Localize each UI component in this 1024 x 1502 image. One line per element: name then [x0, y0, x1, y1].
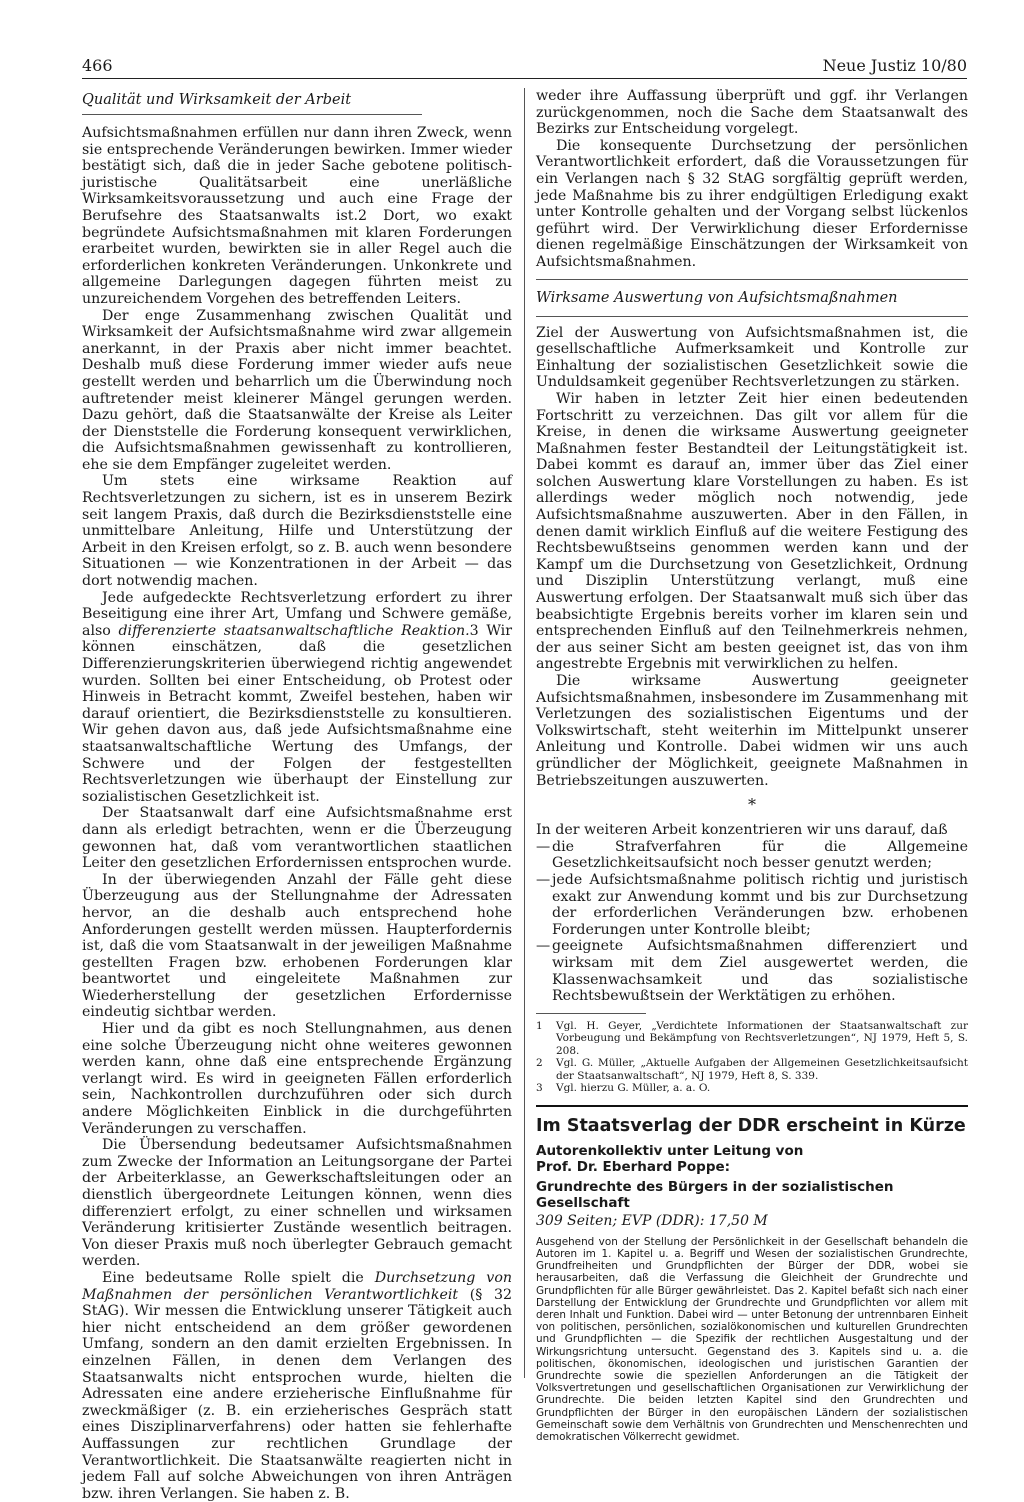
list-intro: In der weiteren Arbeit konzentrieren wir uns darauf, daß [536, 822, 948, 839]
emphasis-text: Durchsetzung von Maßnahmen der persönlichen Verantwortlichkeit [82, 1269, 513, 1303]
paragraph: In der überwiegenden Anzahl der Fälle geht diese Überzeugung aus der Stellungnahme der Adressaten hervor, an die deshalb auch entsprechend hohe Anforderungen gestellt werden müssen. Haupterfordernis ist, daß die vom Staatsanwalt in der jeweiligen Maßnahme gestellten Fragen bzw. erhobenen Forderungen klar beantwortet und eingeleitete Maßnahmen zur Wiederherstellung der gesetzlichen Erfordernisse eindeutig sichtbar werden. [82, 871, 512, 1021]
paragraph: Der Staatsanwalt darf eine Aufsichtsmaßnahme erst dann als erledigt betrachten, wenn er die Überzeugung gewonnen hat, daß vom verantwortlichen staatlichen Leiter den gesetzlichen Erfordernissen entsprochen wurde. [82, 805, 512, 872]
footnote-number: 2 [536, 1057, 543, 1070]
advertisement-authors-line: Autorenkollektiv unter Leitung von [536, 1142, 804, 1159]
paragraph-text: Jede aufgedeckte Rechtsverletzung erfordert zu ihrer Beseitigung eine ihrer Art, Umfang und Schwere gemäße, also [82, 589, 512, 639]
footnote [536, 1020, 968, 1058]
advertisement-authors-name: Prof. Dr. Eberhard Poppe: [536, 1158, 731, 1175]
page-number: 466 [82, 56, 113, 75]
book-description: Ausgehend von der Stellung der Persönlichkeit in der Gesellschaft behandeln die Autoren im 1. Kapitel u. a. Begriff und Wesen der sozialistischen Grundrechte, Grundfreiheiten und Grundpflichten der Bürger der DDR, wobei sie herausarbeiten, daß die Verfassung die Gleichheit der Grundrechte und Grundpflichten für alle Bürger gewährleistet. Das 2. Kapitel befaßt sich nach einer Darstellung der Entwicklung der Grundrechte und Grundpflichten vor allem mit deren Inhalt und Funktion. Dabei wird — unter Betonung der untrennbaren Einheit von politischen, persönlichen, sozialökonomischen und kulturellen Grundrechten und Grundpflichten — die Spezifik der rechtlichen Ausgestaltung und der Wirkungsrichtung untersucht. Gegenstand des 3. Kapitels sind u. a. die politischen, ökonomischen, ideologischen und juristischen Garantien der Grundrechte sowie die speziellen Anforderungen an die Tätigkeit der Volksvertretungen und gesellschaftlichen Organisationen zur Verwirklichung der Grundrechte. Die beiden letzten Kapitel sind den Grundrechten und Grundpflichten der Bürger in den europäischen Ländern der sozialistischen Gemeinschaft sowie dem Verhältnis von Grundrechten und Menschenrechten und demokratischen Völkerrecht gewidmet. [536, 1235, 968, 1443]
paragraph: weder ihre Auffassung überprüft und ggf. ihr Verlangen zurückgenommen, noch die Sache dem Staatsanwalt des Bezirks zur Entscheidung vorgelegt. [536, 88, 968, 138]
footnote-rule [536, 1013, 646, 1014]
paragraph [82, 590, 512, 806]
footnote-number: 1 [536, 1019, 543, 1032]
section-separator-star: * [748, 795, 756, 815]
section-title-quality: Qualität und Wirksamkeit der Arbeit [82, 92, 352, 108]
paragraph: Die konsequente Durchsetzung der persönlichen Verantwortlichkeit erfordert, daß die Voraussetzungen für ein Verlangen nach § 32 StAG sorgfältig geprüft werden, jede Maßnahme bis zu ihrer endgültigen Erledigung exakt unter Kontrolle gehalten und der Vorgang selbst lückenlos geführt wird. Der Verwirklichung dieser Erfordernisse dienen regelmäßige Einschätzungen der Wirksamkeit von Aufsichtsmaßnahmen. [536, 137, 968, 270]
list-item: — jede Aufsichtsmaßnahme politisch richtig und juristisch exakt zur Anwendung kommt und bis zur Durchsetzung der erforderlichen Veränderungen bzw. erhobenen Forderungen unter Kontrolle bleibt; [536, 872, 968, 938]
list-item: — geeignete Aufsichtsmaßnahmen differenziert und wirksam mit dem Ziel ausgewertet werden, die Klassenwachsamkeit und das sozialistische Rechtsbewußtsein der Werktätigen zu erhöhen. [536, 938, 968, 1004]
paragraph-text: (§ 32 StAG). Wir messen die Entwicklung unserer Tätigkeit auch hier nicht entscheidend an dem größer gewordenen Umfang, sondern an den damit erzielten Ergebnissen. In einzelnen Fällen, in denen dem Verlangen des Staatsanwalts nicht entsprochen wurde, hielten die Adressaten eine andere erzieherische Einflußnahme für zweckmäßiger (z. B. ein erzieherisches Gespräch statt eines Disziplinarverfahrens) oder hatten sie fehlerhafte Auffassungen zur rechtlichen Grundlage der Verantwortlichkeit. Die Staatsanwälte reagierten nicht in jedem Fall auf solche Abweichungen von ihren Anträgen bzw. ihren Verlangen. Sie haben z. B. [82, 1286, 512, 1502]
paragraph: Ziel der Auswertung von Aufsichtsmaßnahmen ist, die gesellschaftliche Aufmerksamkeit und Kontrolle zur Einhaltung der sozialistischen Gesetzlichkeit sowie die Unduldsamkeit gegenüber Rechtsverletzungen zu stärken. [536, 324, 968, 391]
dash-list [536, 839, 968, 1005]
paragraph: Der enge Zusammenhang zwischen Qualität und Wirksamkeit der Aufsichtsmaßnahme wird zwar allgemein anerkannt, in der Praxis aber nicht immer beachtet. Deshalb muß diese Forderung immer wieder aufs neue gestellt werden und beharrlich um die Überwindung noch auftretender meist kleinerer Mängel gerungen werden. Dazu gehört, daß die Staatsanwälte der Kreise als Leiter der Dienststelle die Forderung konsequent verwirklichen, die Aufsichtsmaßnahmen gewissenhaft zu kontrollieren, ehe sie dem Empfänger zugeleitet werden. [82, 307, 512, 473]
footnote-text: Vgl. hierzu G. Müller, a. a. O. [556, 1082, 711, 1095]
advertisement-heading: Im Staatsverlag der DDR erscheint in Kürze [536, 1115, 966, 1136]
footnote-text: Vgl. H. Geyer, „Verdichtete Informationen der Staatsanwaltschaft zur Vorbeugung und Bekämpfung von Rechtsverletzungen“, NJ 1979, Heft 5, S. 208. [556, 1019, 968, 1057]
section-title-rule [82, 114, 422, 115]
publisher-advertisement [536, 1115, 968, 1443]
paragraph: Die wirksame Auswertung geeigneter Aufsichtsmaßnahmen, insbesondere im Zusammenhang mit Verletzungen des sozialistischen Eigentums und der Volkswirtschaft, steht weiterhin im Mittelpunkt unserer Anleitung und Kontrolle. Dabei widmen wir uns auch gründlicher der Möglichkeit, geeignete Maßnahmen in Betriebszeitungen auszuwerten. [536, 673, 968, 789]
section-title-rule [536, 316, 968, 317]
paragraph: Aufsichtsmaßnahmen erfüllen nur dann ihren Zweck, wenn sie entsprechende Veränderungen bewirken. Immer wieder bestätigt sich, daß die in jeder Sache gebotene politisch-juristische Qualitätsarbeit eine unerläßliche Wirksamkeitsvoraussetzung und auch eine Frage der Berufsehre des Staatsanwalts ist.2 Dort, wo exakt begründete Aufsichtsmaßnahmen mit klaren Forderungen erarbeitet wurden, bewirkten sie in aller Regel auch die erforderlichen konkreten Veränderungen. Unkonkrete und allgemeine Darlegungen dagegen führten meist zu unzureichendem Vorgehen des betreffenden Leiters. [82, 125, 512, 307]
footnote [536, 1082, 968, 1095]
footnote [536, 1057, 968, 1082]
paragraph: Hier und da gibt es noch Stellungnahmen, aus denen eine solche Überzeugung nicht ohne weiteres gewonnen werden kann, ohne daß eine entsprechende Ergänzung verlangt wird. Es wird in geeigneten Fällen erforderlich sein, Nachkontrollen durchzuführen oder sich durch andere Möglichkeiten Einblick in die durchgeführten Veränderungen zu verschaffen. [82, 1021, 512, 1137]
column-divider [524, 88, 525, 1378]
paragraph: Wir haben in letzter Zeit hier einen bedeutenden Fortschritt zu verzeichnen. Das gilt vor allem für die Kreise, in denen die wirksame Auswertung geeigneter Maßnahmen fester Bestandteil der Leitungstätigkeit ist. Dabei kommt es darauf an, immer über das Ziel einer solchen Auswertung klare Vorstellungen zu haben. Es ist allerdings weder möglich noch notwendig, jede Aufsichtsmaßnahme auszuwerten. Aber in den Fällen, in denen damit wirklich Einfluß auf die weitere Festigung des Rechtsbewußtseins genommen werden kann und der Kampf um die Durchsetzung von Gesetzlichkeit, Ordnung und Disziplin Unterstützung verlangt, muß eine Auswertung erfolgen. Der Staatsanwalt muß sich über das beabsichtigte Ergebnis bereits vorher im klaren sein und entsprechenden Einfluß auf den Teilnehmerkreis nehmen, der aus seiner Sicht am besten geeignet ist, das von ihm angestrebte Ergebnis mit verwirklichen zu helfen. [536, 390, 968, 673]
book-title: Grundrechte des Bürgers in der sozialistischen Gesellschaft [536, 1178, 894, 1211]
footnote-text: Vgl. G. Müller, „Aktuelle Aufgaben der Allgemeinen Gesetzlichkeitsaufsicht der Staatsanwaltschaft“, NJ 1979, Heft 8, S. 339. [556, 1057, 968, 1082]
paragraph-text: Eine bedeutsame Rolle spielt die [102, 1269, 375, 1286]
footnote-number: 3 [536, 1082, 543, 1095]
paragraph [82, 1270, 512, 1502]
paragraph-text: 3 Wir können einschätzen, daß die gesetzlichen Differenzierungskriterien überwiegend richtig angewendet wurden. Sollten bei einer Entscheidung, ob Protest oder Hinweis in Betracht kommt, Zweifel bestehen, haben wir darauf orientiert, die Bezirksdienststelle zu konsultieren. Wir gehen davon aus, daß jede Aufsichtsmaßnahme eine staatsanwaltschaftliche Wertung des Umfangs, der Schwere und der Folgen der festgestellten Rechtsverletzungen wie überhaupt der Einstellung zur sozialistischen Gesetzlichkeit ist. [82, 622, 512, 805]
journal-issue: Neue Justiz 10/80 [822, 56, 967, 75]
page-header [82, 44, 967, 75]
header-rule [82, 78, 967, 79]
right-column [536, 88, 968, 1451]
section-rule [536, 279, 968, 280]
left-column [82, 88, 513, 1502]
book-meta: 309 Seiten; EVP (DDR): 17,50 M [536, 1212, 768, 1229]
paragraph: Die Übersendung bedeutsamer Aufsichtsmaßnahmen zum Zwecke der Information an Leitungsorgane der Partei der Arbeiterklasse, an Gewerkschaftsleitungen oder an dienstlich übergeordnete Leitungen können, wenn dies differenziert erfolgt, zu einer schnellen und wirksamen Veränderung kritisierter Zustände wesentlich beitragen. Von dieser Praxis muß noch überlegter Gebrauch gemacht werden. [82, 1137, 512, 1270]
paragraph: Um stets eine wirksame Reaktion auf Rechtsverletzungen zu sichern, ist es in unserem Bezirk seit langem Praxis, daß durch die Bezirksdienststelle eine unmittelbare Anleitung, Hilfe und Unterstützung der Arbeit in den Kreisen erfolgt, so z. B. auch wenn besondere Situationen — wie Konzentrationen in der Arbeit — das dort notwendig machen. [82, 473, 512, 590]
section-title-evaluation: Wirksame Auswertung von Aufsichtsmaßnahmen [536, 289, 898, 306]
advertisement-rule [536, 1105, 968, 1107]
list-item: — die Strafverfahren für die Allgemeine Gesetzlichkeitsaufsicht noch besser genutzt werden; [536, 839, 968, 872]
emphasis-text: differenzierte staatsanwaltschaftliche Reaktion. [118, 622, 470, 639]
